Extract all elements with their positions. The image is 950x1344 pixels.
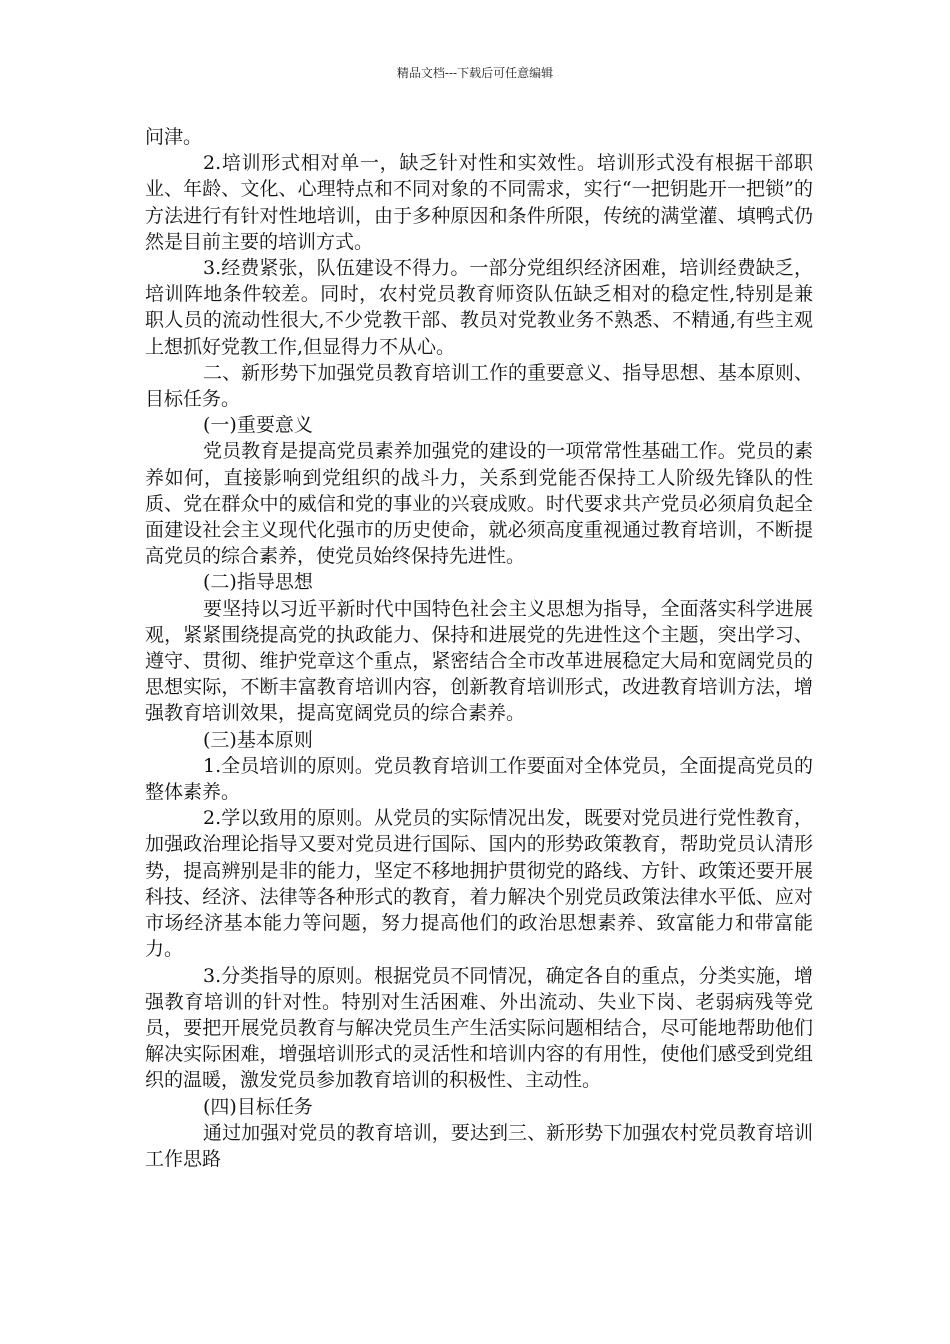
- paragraph: 2.培训形式相对单一，缺乏针对性和实效性。培训形式没有根据干部职业、年龄、文化、心理特点和不同对象的不同需求，实行“一把钥匙开一把锁”的方法进行有针对性地培训，由于多种原因和条件所限，传统的满堂灌、填鸭式仍然是目前主要的培训方式。: [145, 152, 813, 253]
- page-header: 精品文档---下载后可任意编辑: [396, 66, 554, 80]
- paragraph: 要坚持以习近平新时代中国特色社会主义思想为指导，全面落实科学进展观，紧紧围绕提高党的执政能力、保持和进展党的先进性这个主题，突出学习、遵守、贯彻、维护党章这个重点，紧密结合全市改革进展稳定大局和宽阔党员的思想实际，不断丰富教育培训内容，创新教育培训形式，改进教育培训方法，增强教育培训效果，提高宽阔党员的综合素养。: [145, 597, 813, 725]
- paragraph: 党员教育是提高党员素养加强党的建设的一项常常性基础工作。党员的素养如何，直接影响到党组织的战斗力，关系到党能否保持工人阶级先锋队的性质、党在群众中的威信和党的事业的兴衰成败。时代要求共产党员必须肩负起全面建设社会主义现代化强市的历史使命，就必须高度重视通过教育培训，不断提高党员的综合素养，使党员始终保持先进性。: [145, 440, 813, 568]
- paragraph: 2.学以致用的原则。从党员的实际情况出发，既要对党员进行党性教育，加强政治理论指导又要对党员进行国际、国内的形势政策教育，帮助党员认清形势，提高辨别是非的能力，坚定不移地拥护贯彻党的路线、方针、政策还要开展科技、经济、法律等各种形式的教育，着力解决个别党员政策法律水平低、应对市场经济基本能力等问题，努力提高他们的政治思想素养、致富能力和带富能力。: [145, 807, 813, 961]
- paragraph: 1.全员培训的原则。党员教育培训工作要面对全体党员，全面提高党员的整体素养。: [145, 754, 813, 804]
- subsection-heading: (二)指导思想: [203, 571, 313, 594]
- paragraph: 通过加强对党员的教育培训，要达到三、新形势下加强农村党员教育培训工作思路: [145, 1121, 813, 1170]
- paragraph: 3.经费紧张，队伍建设不得力。一部分党组织经济困难，培训经费缺乏，培训阵地条件较差。同时，农村党员教育师资队伍缺乏相对的稳定性,特别是兼职人员的流动性很大,不少党教干部、教员对党教业务不熟悉、不精通,有些主观上想抓好党教工作,但显得力不从心。: [145, 257, 813, 358]
- subsection-heading: (四)目标任务: [203, 1095, 313, 1118]
- document-body: [145, 124, 813, 1172]
- subsection-heading: (三)基本原则: [203, 728, 313, 751]
- paragraph: 问津。: [145, 126, 203, 148]
- subsection-heading: (一)重要意义: [203, 414, 313, 437]
- section-heading: 二、新形势下加强党员教育培训工作的重要意义、指导思想、基本原则、目标任务。: [145, 361, 813, 411]
- paragraph: 3.分类指导的原则。根据党员不同情况，确定各自的重点，分类实施，增强教育培训的针对性。特别对生活困难、外出流动、失业下岗、老弱病残等党员，要把开展党员教育与解决党员生产生活实际问题相结合，尽可能地帮助他们解决实际困难，增强培训形式的灵活性和培训内容的有用性，使他们感受到党组织的温暖，激发党员参加教育培训的积极性、主动性。: [145, 964, 813, 1092]
